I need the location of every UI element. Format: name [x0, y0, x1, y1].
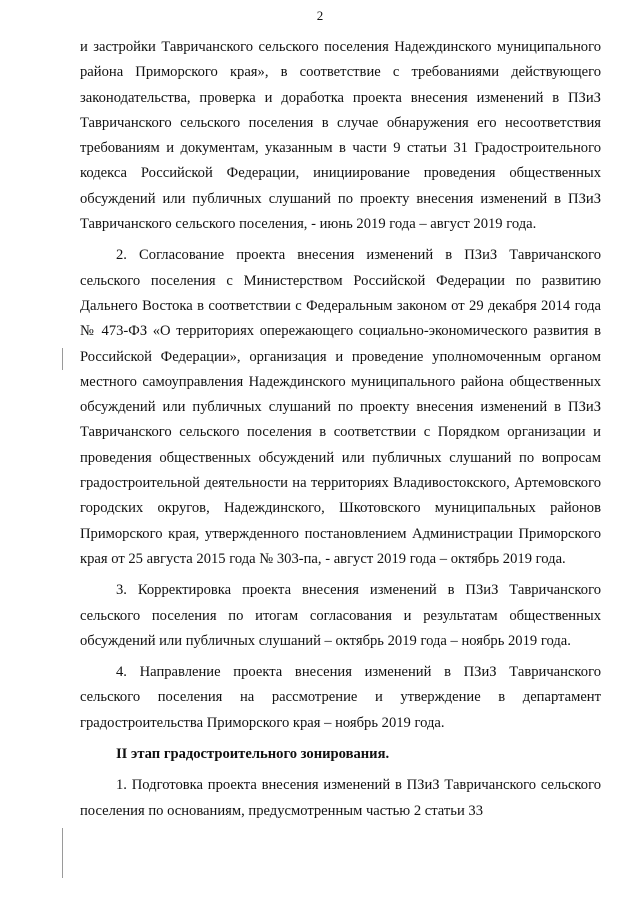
- scan-artifact-mark-bottom: [62, 828, 63, 878]
- page-number: 2: [316, 8, 324, 23]
- paragraph-item-2: 2. Согласование проекта внесения изменений в ПЗиЗ Тавричанского сельского поселения с Министерством Российской Федерации по развитию Дальнего Востока в соответствии с Федеральным законом от 29 декабря 2014 года № 473-ФЗ «О территориях опережающего социально-экономического развития в Российской Федерации», организация и проведение уполномоченным органом местного самоуправления Надеждинского муниципального района общественных обсуждений или публичных слушаний по проекту внесения изменений в ПЗиЗ Тавричанского сельского поселения в соответствии с Порядком организации и проведения общественных обсуждений или публичных слушаний по вопросам градостроительной деятельности на территориях Владивостокского, Артемовского городских округов, Надеждинского, Шкотовского муниципальных районов Приморского края, утвержденного постановлением Администрации Приморского края от 25 августа 2015 года № 303-па, - август 2019 года – октябрь 2019 года.: [80, 247, 601, 567]
- paragraph-stage2-item-1: 1. Подготовка проекта внесения изменений в ПЗиЗ Тавричанского сельского поселения по основаниям, предусмотренным частью 2 статьи 33: [80, 777, 601, 819]
- scan-artifact-mark-top: [62, 348, 63, 370]
- paragraph-item-3: 3. Корректировка проекта внесения изменений в ПЗиЗ Тавричанского сельского поселения по итогам согласования и результатам общественных обсуждений или публичных слушаний – октябрь 2019 года – ноябрь 2019 года.: [80, 582, 601, 649]
- section-heading: II этап градостроительного зонирования.: [116, 746, 390, 763]
- paragraph-continuation: и застройки Тавричанского сельского поселения Надеждинского муниципального района Приморского края», в соответствие с требованиями действующего законодательства, проверка и доработка проекта внесения изменений в ПЗиЗ Тавричанского сельского поселения в случае обнаружения его несоответствия требованиям и документам, указанным в части 9 статьи 31 Градостроительного кодекса Российской Федерации, инициирование проведения общественных обсуждений или публичных слушаний по проекту внесения изменений в ПЗиЗ Тавричанского сельского поселения, - июнь 2019 года – август 2019 года.: [80, 39, 601, 233]
- paragraph-item-4: 4. Направление проекта внесения изменений в ПЗиЗ Тавричанского сельского поселения на рассмотрение и утверждение в департамент градостроительства Приморского края – ноябрь 2019 года.: [80, 664, 601, 731]
- document-body: [80, 35, 601, 830]
